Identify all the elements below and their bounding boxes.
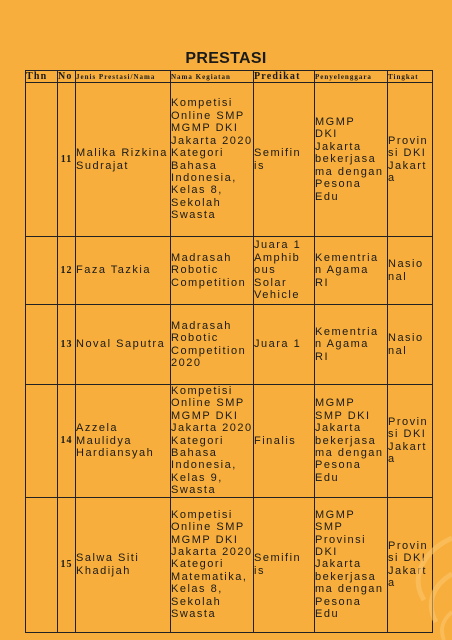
penyelenggara-cell-line: Kementria: [315, 251, 379, 264]
name-cell-line: Noval Saputra: [76, 338, 166, 351]
predikat-cell-line: Juara 1: [254, 338, 302, 351]
table-row: [26, 237, 433, 305]
kegiatan-cell-line: Kategori: [171, 434, 224, 447]
predikat-cell-line: Amphib: [254, 251, 301, 264]
name-cell-line: Salwa Siti: [76, 552, 140, 565]
name-cell-line: Sudrajat: [76, 159, 129, 172]
penyelenggara-cell-line: Pesona: [315, 459, 362, 472]
predikat-cell: [254, 497, 315, 632]
kegiatan-cell: [171, 497, 254, 632]
no-cell: 15: [58, 497, 76, 632]
penyelenggara-cell: [315, 83, 388, 237]
penyelenggara-cell-line: Jakarta: [315, 422, 362, 435]
tingkat-cell-line: Provin: [388, 416, 429, 429]
kegiatan-cell-line: Sekolah: [171, 196, 222, 209]
table-row: [26, 497, 433, 632]
predikat-cell-line: Juara 1: [254, 239, 302, 252]
kegiatan-cell-line: Bahasa: [171, 447, 218, 460]
name-cell: [76, 497, 171, 632]
kegiatan-cell-line: Competition: [171, 344, 247, 357]
kegiatan-cell-line: Robotic: [171, 332, 219, 345]
kegiatan-cell-line: Jakarta 2020: [171, 134, 253, 147]
tingkat-cell: [388, 237, 433, 305]
tingkat-cell-line: a: [388, 171, 396, 184]
table-row: [26, 385, 433, 498]
name-cell-line: Hardiansyah: [76, 447, 155, 460]
kegiatan-cell-line: Kelas 8,: [171, 184, 223, 197]
penyelenggara-cell-line: MGMP: [315, 116, 356, 129]
penyelenggara-cell-line: bekerjasa: [315, 434, 377, 447]
tingkat-cell-line: Jakart: [388, 159, 427, 172]
kegiatan-cell-line: Online SMP: [171, 521, 245, 534]
name-cell-line: Malika Rizkina: [76, 147, 168, 160]
no-cell: 14: [58, 385, 76, 498]
penyelenggara-cell-line: MGMP: [315, 397, 356, 410]
kegiatan-cell-line: Kategori: [171, 147, 224, 160]
kegiatan-cell-line: Kompetisi: [171, 385, 233, 397]
tingkat-cell-line: nal: [388, 270, 408, 283]
predikat-cell-line: Solar: [254, 276, 288, 289]
kegiatan-cell-line: Online SMP: [171, 397, 245, 410]
tingkat-cell: [388, 83, 433, 237]
header-nama-kegiatan: Nama Kegiatan: [171, 71, 254, 83]
penyelenggara-cell-line: SMP: [315, 521, 344, 534]
thn-cell: [26, 83, 58, 237]
no-cell: 12: [58, 237, 76, 305]
penyelenggara-cell-line: Pesona: [315, 595, 362, 608]
penyelenggara-cell-line: Kementria: [315, 325, 379, 338]
tingkat-cell-line: a: [388, 453, 396, 466]
kegiatan-cell-line: Bahasa: [171, 159, 218, 172]
predikat-cell-line: Vehicle: [254, 289, 300, 302]
header-tingkat: Tingkat: [388, 71, 433, 83]
thn-cell: [26, 385, 58, 498]
header-thn: Thn: [26, 71, 58, 83]
kegiatan-cell-line: Madrasah: [171, 319, 232, 332]
thn-cell: [26, 305, 58, 385]
penyelenggara-cell-line: DKI: [315, 128, 338, 141]
kegiatan-cell-line: Kelas 8,: [171, 583, 223, 596]
predikat-cell: [254, 237, 315, 305]
predikat-cell-line: Semifin: [254, 147, 302, 160]
kegiatan-cell: [171, 83, 254, 237]
penyelenggara-cell: [315, 305, 388, 385]
penyelenggara-cell-line: bekerjasa: [315, 153, 377, 166]
kegiatan-cell-line: Robotic: [171, 264, 219, 277]
penyelenggara-cell-line: Jakarta: [315, 558, 362, 571]
predikat-cell: [254, 305, 315, 385]
header-no: No: [58, 71, 76, 83]
name-cell-line: Azzela: [76, 422, 119, 435]
penyelenggara-cell-line: DKI: [315, 546, 338, 559]
penyelenggara-cell-line: SMP DKI: [315, 409, 371, 422]
name-cell-line: Faza Tazkia: [76, 264, 151, 277]
name-cell: [76, 305, 171, 385]
penyelenggara-cell-line: Edu: [315, 190, 340, 203]
predikat-cell: [254, 385, 315, 498]
kegiatan-cell-line: MGMP DKI: [171, 122, 239, 135]
name-cell-line: Maulidya: [76, 434, 133, 447]
header-jenis-prestasi: Jenis Prestasi/Nama: [76, 71, 171, 83]
predikat-cell-line: Finalis: [254, 434, 297, 447]
kegiatan-cell-line: Sekolah: [171, 595, 222, 608]
predikat-cell-line: ous: [254, 264, 277, 277]
penyelenggara-cell-line: ma dengan: [315, 583, 384, 596]
predikat-cell-line: is: [254, 564, 265, 577]
kegiatan-cell-line: Madrasah: [171, 251, 232, 264]
thn-cell: [26, 237, 58, 305]
predikat-cell-line: is: [254, 159, 265, 172]
predikat-cell-line: Semifin: [254, 552, 302, 565]
kegiatan-cell-line: Jakarta 2020: [171, 546, 253, 559]
kegiatan-cell-line: Kompetisi: [171, 97, 233, 110]
tingkat-cell-line: nal: [388, 344, 408, 357]
kegiatan-cell-line: Kelas 9,: [171, 471, 223, 484]
no-cell: 11: [58, 83, 76, 237]
no-cell: 13: [58, 305, 76, 385]
kegiatan-cell-line: Jakarta 2020: [171, 422, 253, 435]
name-cell: [76, 237, 171, 305]
kegiatan-cell-line: Kategori: [171, 558, 224, 571]
table-header-row: [26, 71, 433, 83]
kegiatan-cell-line: Indonesia,: [171, 171, 237, 184]
penyelenggara-cell: [315, 385, 388, 498]
kegiatan-cell: [171, 385, 254, 498]
kegiatan-cell-line: Indonesia,: [171, 459, 237, 472]
kegiatan-cell-line: Competition: [171, 276, 247, 289]
tingkat-cell-line: Provin: [388, 539, 429, 552]
tingkat-cell-line: Nasio: [388, 332, 424, 345]
penyelenggara-cell-line: Edu: [315, 471, 340, 484]
kegiatan-cell-line: MGMP DKI: [171, 533, 239, 546]
table-row: [26, 305, 433, 385]
header-predikat: Predikat: [254, 71, 315, 83]
name-cell: [76, 385, 171, 498]
penyelenggara-cell: [315, 497, 388, 632]
prestasi-table: [25, 70, 433, 633]
kegiatan-cell-line: Swasta: [171, 608, 217, 621]
kegiatan-cell: [171, 305, 254, 385]
tingkat-cell: [388, 305, 433, 385]
tingkat-cell-line: si DKI: [388, 552, 427, 565]
tingkat-cell-line: Provin: [388, 134, 429, 147]
penyelenggara-cell-line: bekerjasa: [315, 570, 377, 583]
name-cell: [76, 83, 171, 237]
tingkat-cell: [388, 385, 433, 498]
tingkat-cell-line: Jakart: [388, 440, 427, 453]
penyelenggara-cell-line: ma dengan: [315, 447, 384, 460]
kegiatan-cell: [171, 237, 254, 305]
page-title: PRESTASI: [185, 50, 267, 67]
kegiatan-cell-line: Matematika,: [171, 570, 248, 583]
table-row: [26, 83, 433, 237]
kegiatan-cell-line: Online SMP: [171, 109, 245, 122]
penyelenggara-cell-line: MGMP: [315, 508, 356, 521]
tingkat-cell-line: si DKI: [388, 428, 427, 441]
header-penyelenggara: Penyelenggara: [315, 71, 388, 83]
penyelenggara-cell-line: Jakarta: [315, 140, 362, 153]
corner-decoration: [382, 530, 452, 640]
name-cell-line: Khadijah: [76, 564, 131, 577]
penyelenggara-cell-line: RI: [315, 350, 329, 363]
kegiatan-cell-line: Kompetisi: [171, 508, 233, 521]
tingkat-cell-line: a: [388, 577, 396, 590]
penyelenggara-cell-line: Provinsi: [315, 533, 367, 546]
kegiatan-cell-line: Swasta: [171, 484, 217, 497]
tingkat-cell-line: Jakart: [388, 564, 427, 577]
predikat-cell: [254, 83, 315, 237]
tingkat-cell-line: Nasio: [388, 258, 424, 271]
penyelenggara-cell-line: Pesona: [315, 178, 362, 191]
penyelenggara-cell-line: n Agama: [315, 338, 369, 351]
penyelenggara-cell-line: Edu: [315, 608, 340, 621]
thn-cell: [26, 497, 58, 632]
kegiatan-cell-line: MGMP DKI: [171, 409, 239, 422]
kegiatan-cell-line: Swasta: [171, 209, 217, 222]
penyelenggara-cell-line: RI: [315, 276, 329, 289]
penyelenggara-cell: [315, 237, 388, 305]
tingkat-cell-line: si DKI: [388, 147, 427, 160]
penyelenggara-cell-line: n Agama: [315, 264, 369, 277]
kegiatan-cell-line: 2020: [171, 356, 202, 369]
penyelenggara-cell-line: ma dengan: [315, 165, 384, 178]
